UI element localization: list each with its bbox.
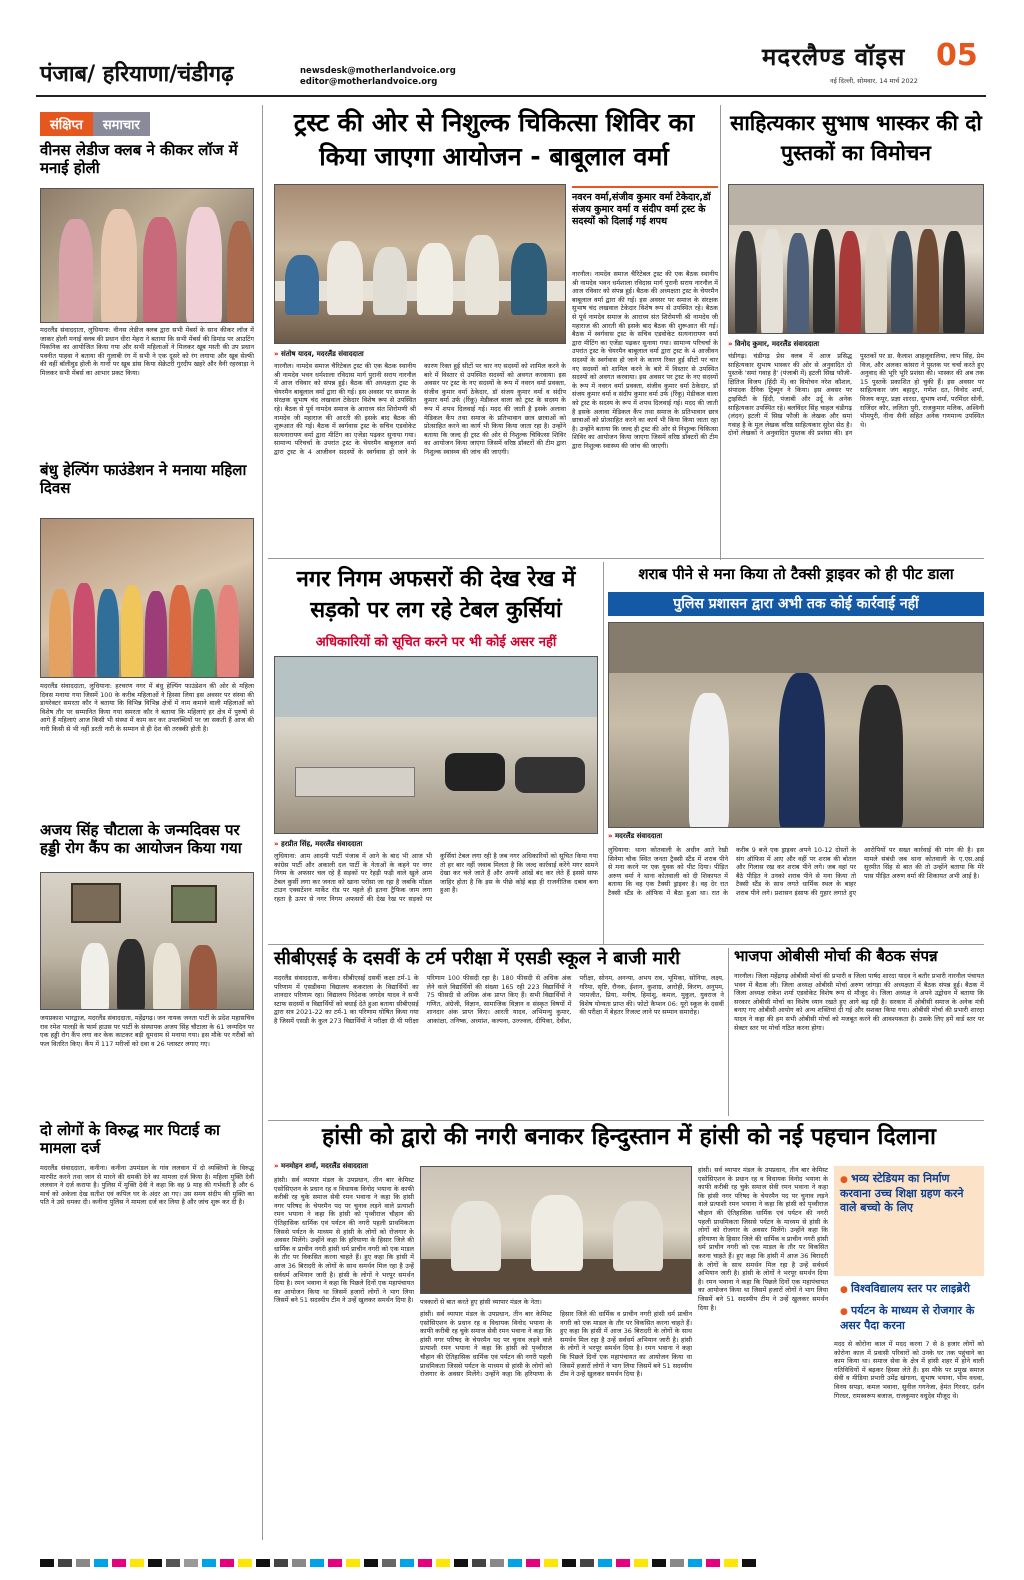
column-divider: [728, 948, 729, 1116]
column-divider: [720, 105, 721, 560]
sidebox-text: मदद से कोरोना काल में मदद करना 7 से 8 हजार लोगों को कोरोना काल में प्रवासी परिवारों को उनके घर तक पहुंचाने का काम किया था। समाज सेवा के क्षेत्र में हांसी शहर में होने वाली गतिविधियों में बढ़कर हिस्सा लेते हैं। इस मौके पर प्रमुख समाज सेवी व मीडिया प्रभारी उमेंद्र खंगाना, सुभाष भयाना, भीम वधवा, विनय सपड़ा, कमल भवाना, सुनील गगनेजा, हेमंत गिरधर, दर्शन गिरधर, रामस्वरूप बजाज, राजकुमार वधुदेव मौजूद थे।: [834, 1340, 984, 1400]
section-rule: [268, 558, 984, 559]
lead-title: ट्रस्ट की ओर से निशुल्क चिकित्सा शिविर का किया जाएगा आयोजन - बाबूलाल वर्मा: [293, 108, 695, 171]
hansi-text-col1: हांसी। सर्व व्यापार मंडल के उपप्रधान, तीन बार केमिस्ट एसोसिएशन के प्रधान रह व विधायक विनोद भयाना के काफी करीबी रह चुके समाज सेवी रमन भवाना ने कहा कि हांसी नगर परिषद के चेयरमैन पद पर चुनाव लड़ने वाले प्रत्याशी रमन भयाना ने कहा कि हांसी को पृथ्वीराज चौहान की ऐतिहासिक धार्मिक एवं पर्यटन की नगरी पहली प्राथमिकता जिससे पर्यटन के माध्यम से हांसी के लोगों को रोजगार के अवसर मिलेंगे। उन्होंने कहा कि हरियाणा के हिसार जिले की धार्मिक व प्राचीन नगरी हांसी धर्म प्राचीन नगरी को एक माडल के तौर पर विकसित करना चाहते हैं। हुए कहा कि हांसी में आज 36 बिरादरी के लोगों के साथ समर्थन मिल रहा है उन्हें सर्वधर्म अभियान जारी है। हांसी के लोगों ने भरपूर समर्थन दिया है। रमन भवाना ने कहा कि पिछले दिनों एक महापंचायत का आयोजन किया था जिसमें हजारों लोगों ने भाग लिया जिसमें बने 51 सदस्यीय टीम ने उन्हें खुलकर समर्थन दिया है।: [274, 1176, 414, 1305]
sidebox-point-1: ● भव्य स्टेडियम का निर्माण करवाना उच्च शिक्षा ग्रहण करने वाले बच्चो के लिए: [840, 1172, 978, 1215]
hansi-photo: [420, 1166, 692, 1294]
taxi-photo: [608, 622, 984, 828]
hansi-title: हांसी को द्वारो की नगरी बनाकर हिन्दुस्तान में हांसी को नई पहचान दिलाना: [322, 1124, 936, 1150]
chairs-title: नगर निगम अफसरों की देख रेख में सड़को पर लग रहे टेबल कुर्सियां: [296, 567, 576, 623]
bjp-text: नारनौल। जिला महेंद्रगढ़ ओबीसी मोर्चा की प्रभारी व जिला पार्षद शारदा यादव ने बतौर प्रभारी नारनौल पंचायत भवन में बैठक ली। जिला अध्यक्ष ओबीसी मोर्चा अरुण जांगड़ा की अध्यक्षता में बैठक संपन्न हुई। बैठक में जिला अध्यक्ष राकेश शर्मा एडवोकेट विशेष रूप से मौजूद थे। जिला अध्यक्ष ने अपने उद्बोधन में बताया कि सरकार ओबीसी मोर्चा का विशेष ध्यान रखते हुए आगे बढ़ रही है। सरकार में ओबीसी समाज के अनेक मंत्री बनाए गए ओबीसी आयोग को अन्य शक्तियां दी गई और सशक्त किया गया। ओबीसी मोर्चा की प्रभारी शारदा यादव ने कहा की हम सभी ओबीसी मोर्चा को मजबूत करने की आवश्यकता है। उसके लिए हमें वार्ड स्तर पर सेक्टर स्तर पर मोर्चा गठित करना होगा।: [734, 972, 984, 1032]
lead-byline: » संतोष यादव, मदरलैंड संवाददाता: [274, 350, 364, 359]
page-number: 05: [936, 38, 978, 73]
cbse-title: सीबीएसई के दसवीं के टर्म परीक्षा में एसडी स्कूल ने बाजी मारी: [274, 948, 680, 969]
brief-tag: [40, 112, 150, 136]
lead-text-col3: नारनौल। नामदेव समाज चैरिटेबल ट्रस्ट की एक बैठक स्थानीय श्री नामदेव भवन धर्मशाला रविदास मार्ग पुरानी सराय नारनौल में आज रविवार को संपन्न हुई। बैठक की अध्यक्षता ट्रस्ट के चेयरमैन बाबूलाल वर्मा द्वारा की गई। इस अवसर पर समाज के संरक्षक सुभाष चंद लखवाल टेकेदार विशेष रूप से उपस्थित रहे। बैठक से पूर्व नामदेव समाज के आराध्य संत शिरोमणी श्री नामदेव जी महाराज की आरती की इसके बाद बैठक की शुरूआत की गई। बैठक में स्वर्गवास ट्रस्ट के सचिव एडवोकेट सत्यनारायण वर्मा द्वारा मीटिंग का एजेंडा पढ़कर सुनाया गया। सामान्य परिचर्चा के उपरांत ट्रस्ट के चेयरमैन बाबूलाल वर्मा द्वारा ट्रस्ट के 4 आजीवन सदस्यों के स्वर्गवास हो जाने के कारण रिक्त हुई सीटों पर चार नए सदस्यों को शामिल करने के बारे में विस्तार से उपस्थित सदस्यों को अवगत करवाया। इस अवसर पर ट्रस्ट के नए सदस्यों के रूप में नवरन वर्मा प्रवक्ता, संजीव कुमार वर्मा ठेकेदार, डॉ संजय कुमार वर्मा व संदीप कुमार वर्मा उर्फ (रिंकू) मेडीकल वाला को ट्रस्ट के सदस्य के रूप में शपथ दिलवाई गई। मदद की जाती है इसके अलावा मेडिकल कैंप तथा समाज के प्रतिभावान छात्र छात्राओं को प्रोत्साहित करने का कार्य भी किया किया जाता रहा है। उन्होंने बताया कि जल्द ही ट्रस्ट की ओर से निशुल्क चिकित्सा शिविर का आयोजन किया जाएगा जिसमें वरिष्ठ डॉक्टरों की टीम द्वारा निशुल्क स्वास्थ्य की जांच की जाएगी।: [572, 270, 718, 450]
lead-caption-box: [572, 186, 718, 266]
sidebox-point-2: ● विश्वविद्यालय स्तर पर लाइब्रेरी: [840, 1282, 984, 1297]
brief-tag-1: संक्षिप्त: [40, 112, 93, 136]
brief-2-photo: [40, 518, 254, 678]
hansi-text: हांसी। सर्व व्यापार मंडल के उपप्रधान, तीन बार केमिस्ट एसोसिएशन के प्रधान रह व विधायक विनोद भयाना के काफी करीबी रह चुके समाज सेवी रमन भवाना ने कहा कि हांसी नगर परिषद के चेयरमैन पद पर चुनाव लड़ने वाले प्रत्याशी रमन भयाना ने कहा कि हांसी को पृथ्वीराज चौहान की ऐतिहासिक धार्मिक एवं पर्यटन की नगरी पहली प्राथमिकता जिससे पर्यटन के माध्यम से हांसी के लोगों को रोजगार के अवसर मिलेंगे। उन्होंने कहा कि हरियाणा के हिसार जिले की धार्मिक व प्राचीन नगरी हांसी धर्म प्राचीन नगरी को एक माडल के तौर पर विकसित करना चाहते हैं। हुए कहा कि हांसी में आज 36 बिरादरी के लोगों के साथ समर्थन मिल रहा है उन्हें सर्वधर्म अभियान जारी है। हांसी के लोगों ने भरपूर समर्थन दिया है। रमन भवाना ने कहा कि पिछले दिनों एक महापंचायत का आयोजन किया था जिसमें हजारों लोगों ने भाग लिया जिसमें बने 51 सदस्यीय टीम ने उन्हें खुलकर समर्थन दिया है।: [420, 1310, 692, 1379]
column-divider: [262, 105, 263, 1540]
taxi-byline: » मदरलैंड संवाददाता: [608, 832, 662, 841]
books-photo: [728, 184, 984, 334]
brief-4-text: मदरलैंड संवाददाता, कनीना। कनीना उपमंडल के गांव ललवान में दो व्यक्तियों के विरुद्ध मारपीट करने तथा जान से मारने की धमकी देने का मामला दर्ज किया है। महिला मुक्ति देवी ललवान ने दर्ज कराया है। पुलिस में मुक्ति देवी ने कहा कि वह 9 माह की गर्भवती है और 6 मार्च को अकेला देख सतीश एवं कपिल घर के अंदर आ गए। उस समय संदीप की मुक्ति का पति ने उसे धमका दी। कनीना पुलिस ने मामला दर्ज कर लिया है और जांच शुरू कर दी है।: [40, 1164, 254, 1207]
brief-3-photo: [40, 872, 254, 1010]
brief-4-title: दो लोगों के विरुद्ध मार पिटाई का मामला दर्ज: [40, 1121, 220, 1157]
brief-1-text: मदरलैंड संवाददाता, लुधियाना: वीनस लेडीज क्लब द्वारा सभी मेंबर्स के साथ कीकर लॉज में जाकर होली मनाई क्लब की प्रधान धीरा मेहरा ने बताया कि सभी मेंबर्स की डिमांड पर आउटिंग पिकनिक का आयोजित किया गया और सभी महिलाओं ने मिलकर खूब मस्ती की उप प्रधान पवनीत पाहवा ने बताया की गुलाबी रंग में सभी ने एक दूसरे को रंग लगाया और खूब सेल्फी की वहीं बॉलीवुड होली के गानों पर खूब डांस किया सेक्रेटरी गुरदीप खहरे और वैनी रहरवाड़ा ने मिलकर सभी मेंबर्स का आभार प्रकट किया।: [40, 326, 254, 377]
brief-2-text: मदरलैंड संवाददाता, लुधियाना: हरचरण नगर में बंधु हेल्पिंग फाउंडेशन की ओर से महिला दिवस मनाया गया जिसमें 100 के करीब महिलाओं ने हिस्सा लिया इस अवसर पर संस्था की डायरेक्टर समरता कौर ने बताया कि विभिन्न विभिन्न क्षेत्रों में नाम कमाने वाली महिलाओं को विशेष तौर पर सम्मानित किया गया समरता कौर ने बताया कि महिलाएं हर क्षेत्र में पुरुषों से आगे हैं महिलाएं आज किसी भी संस्था में काम कर कर उपलब्धियों पर जा सकती हैं आज की नारी किसी से भी नहीं डरती नारी के सम्मान से ही देश की तरक्की होती है।: [40, 682, 254, 733]
brief-1-photo: [40, 188, 254, 323]
brief-tag-2: समाचार: [93, 112, 150, 136]
email-editor[interactable]: editor@motherlandvoice.org: [300, 77, 438, 87]
taxi-text: लुधियाना: थाना कोतवाली के अधीन आते रेखी सिनेमा चौक स्थित जनता ट्रैक्सी स्टैंड में शराब पीने से मना करने पर एक युवक को पीट दिया। पीड़ित अरुण वर्मा ने थाना कोतवाली को दी शिकायत में बताया कि वह एक टैक्सी ड्राइवर है। वह देर रात टैक्सी स्टैंड के ऑफिस में बैठा हुआ था। रात के करीब 9 बजे एक ड्राइवर अपने 10-12 दोस्तों के संग ऑफिस में आए और वहीं पर शराब की बोतल और गिलास रख कर शराब पीने लगे। जब वहां पर बैठे पीड़ित ने उनको शराब पीने से मना किया तो टैक्सी स्टैंड के साथ लगते धार्मिक स्थल के बाहर शराब पीने लगे। प्रशासन इंसाफ की गुहार लगाते हुए आरोपियों पर सख्त कार्रवाई की मांग की है। इस मामले संबंधी जब थाना कोतवाली के ए.एस.आई सुरमीत सिंह से बात की तो उन्होंने बताया कि मेरे पास पीड़ित अरुण वर्मा की शिकायत अभी आई है।: [608, 846, 984, 897]
taxi-subtitle: पुलिस प्रशासन द्वारा अभी तक कोई कार्रवाई नहीं: [608, 592, 984, 616]
section-rule: [268, 944, 984, 945]
chairs-byline: » हरप्रीत सिंह, मदरलैंड संवाददाता: [274, 840, 362, 849]
bjp-title: भाजपा ओबीसी मोर्चा की बैठक संपन्न: [734, 947, 938, 965]
cbse-text: मदरलैंड संवाददाता, कनीना। सीबीएसई दसवीं कक्षा टर्म-1 के परिणाम में एसडीवमा विद्यालय ककराला के विद्यार्थियों का शानदार परिणाम रहा। विद्यालय निदेशक जगदेव यादव ने सभी स्टाफ सदस्यों व विद्यार्थियों को बधाई देते हुआ बताया सीबीएसई द्वारा सत्र 2021-22 का टर्म-1 का परिणाम घोषित किया गया है जिसमें एसडी के कुल 273 विद्यार्थियों ने परीक्षा दी थी परीक्षा परिणाम 100 फीसदी रहा है। 180 फीसदी से अधिक अंक लेने वाले विद्यार्थियों की संख्या 165 रही 223 विद्यार्थियों ने 75 फीसदी से अधिक अंक प्राप्त किए हैं। सभी विद्यार्थियों ने गणित, अंग्रेजी, विज्ञान, सामाजिक विज्ञान व संस्कृत विषयों में शानदार अंक प्राप्त किए। आरती यादव, अभिमन्यु कुमार, आकांक्षा, तनिष्क, अध्यांश, कल्पना, उज्ज्वल, दीपिका, देवीश, परीक्षा, सोनम, अनन्या, अभय राव, भूमिका, सोनिया, लक्ष्य, गरिमा, सृष्टि, रौनक, ईशान, कुशाग्र, आरोही, किरण, अनुपम, परमजीत, प्रिया, मनीष, हिमांशु, कमल, मुकुल, युवराज ने विशेष योग्यता प्राप्त की। फोटो कैप्शन 06: यूरो स्कूल के दसवीं की परीक्षा में बेहतर रिजल्ट लाने पर सम्मान समारोह।: [274, 974, 724, 1025]
books-title: साहित्यकार सुभाष भास्कर की दो पुस्तकों का विमोचन: [730, 111, 982, 165]
chairs-text: लुधियाना: आम आदमी पार्टी पंजाब में आने के बाद भी आज भी कांग्रेस पार्टी और अकाली दल पार्टी के नेताओं के कहने पर नगर निगम के अफसर चल रहे हैं सड़कों पर रेहड़ी फड़ी वाले खुले आम टेबल कुर्सी लगा कर जनता को खाना परोसा जा रहा है जबकि मॉडल टाउन एक्सटेंशन मार्केट रोड पर पहले ही इतना ट्रैफिक जाम लगा रहता है ऊपर से नगर निगम अफसरों की देख रेख पर सड़को पर कुर्सियां टेबल लगा रही है जब नगर अधिकारियों को सूचित किया गया तो हर बार नहीं जवाब मिलता है कि जल्द कार्रवाई करेंगे मगर सामने देखा कर चले जाते हैं और अपनी आंखें बंद कर लेते हैं इससे साफ जाहिर होता है कि इस के पीछे कोई बड़ा ही राजनीतिक दबाव बना हुआ है।: [274, 852, 598, 903]
books-byline: » विनोद कुमार, मदरलैंड संवाददाता: [728, 340, 819, 349]
books-text: चंडीगढ़। चंडीगढ़ प्रेस क्लब में आज प्रसिद्ध साहित्यकार सुभाष भास्कर की ओर से अनुवादित दो पुस्तकें 'समां गवाह है' (पंजाबी में) इटली सिख फौजी- क्षितिज विजय (हिंदी में) का विमोचन नरेश कौशल, संपादक दैनिक ट्रिब्यून ने किया। इस अवसर पर ट्राइसिटी के हिंदी, पंजाबी और उर्दू के अनेक साहित्यकार उपस्थित रहे। बलविंदर सिंह चाहल चंडीगढ़ (लंदन) इटली में सिख फौजी के लेखक और समां गवाह है के मूल लेखक वरिष्ठ साहित्यकार सुरेश सेठ है। दोनों लेखकों ने अनुवादित पुस्तक की प्रशंसा की। इन पुस्तकों पर डा. कैलाश आहलूवालिया, लाभ सिंह, प्रेम विज, और अलका कांसरा ने पुस्तक पर चर्चा करते हुए अनुवाद की भूरि भूरि प्रशंसा की। भास्कर की अब तक 15 पुस्तकें प्रकाशित हो चुकी हैं। इस अवसर पर साहित्यकार जंग बहादुर, गणेश दत, विनोद शर्मा, विजय कपूर, प्रज्ञा शारदा, सुभाष शर्मा, परमिंदर सोनी, राजिंदर कौर, ललिता पुरी, राजकुमार मलिक, अश्विनी भीमपुरी, नीना सैनी सहित अनेक गणमान्य उपस्थित थे।: [728, 352, 984, 438]
registration-bar: [40, 1552, 980, 1571]
hansi-sidebox: [834, 1166, 984, 1276]
taxi-title: शराब पीने से मना किया तो टैक्सी ड्राइवर को ही पीट डाला: [638, 565, 954, 583]
masthead-brand: मदरलैण्ड वॉइस: [762, 42, 906, 71]
issue-date: नई दिल्ली, सोमवार, 14 मार्च 2022: [830, 77, 918, 85]
lead-caption: नवरन वर्मा,संजीव कुमार वर्मा टेकेदार,डॉ संजय कुमार वर्मा व संदीप वर्मा ट्रस्ट के सदस्यों को दिलाई गई शपथ: [572, 192, 711, 227]
contact-emails: [300, 66, 456, 88]
lead-photo: [274, 184, 566, 344]
sidebox-point-3: ● पर्यटन के माध्यम से रोजगार के असर पैदा करना: [840, 1304, 984, 1333]
hansi-caption: पत्रकारों से बात करते हुए हांसी व्यापार मंडल के नेता।: [420, 1298, 542, 1306]
hansi-text-col4: हांसी। सर्व व्यापार मंडल के उपप्रधान, तीन बार केमिस्ट एसोसिएशन के प्रधान रह व विधायक विनोद भयाना के काफी करीबी रह चुके समाज सेवी रमन भवाना ने कहा कि हांसी नगर परिषद के चेयरमैन पद पर चुनाव लड़ने वाले प्रत्याशी रमन भयाना ने कहा कि हांसी को पृथ्वीराज चौहान की ऐतिहासिक धार्मिक एवं पर्यटन की नगरी पहली प्राथमिकता जिससे पर्यटन के माध्यम से हांसी के लोगों को रोजगार के अवसर मिलेंगे। उन्होंने कहा कि हरियाणा के हिसार जिले की धार्मिक व प्राचीन नगरी हांसी धर्म प्राचीन नगरी को एक माडल के तौर पर विकसित करना चाहते हैं। हुए कहा कि हांसी में आज 36 बिरादरी के लोगों के साथ समर्थन मिल रहा है उन्हें सर्वधर्म अभियान जारी है। हांसी के लोगों ने भरपूर समर्थन दिया है। रमन भवाना ने कहा कि पिछले दिनों एक महापंचायत का आयोजन किया था जिसमें हजारों लोगों ने भाग लिया जिसमें बने 51 सदस्यीय टीम ने उन्हें खुलकर समर्थन दिया है।: [698, 1166, 828, 1312]
email-newsdesk[interactable]: newsdesk@motherlandvoice.org: [300, 66, 456, 76]
chairs-photo: [274, 656, 598, 834]
chairs-subtitle: अधिकारियों को सूचित करने पर भी कोई असर नहीं: [315, 635, 557, 650]
brief-2-title: बंधु हेल्पिंग फाउंडेशन ने मनाया महिला दिवस: [40, 461, 247, 497]
brief-1-title: वीनस लेडीज क्लब ने कीकर लॉज में मनाई होली: [40, 141, 238, 177]
section-title: पंजाब/ हरियाणा/चंडीगढ़: [40, 62, 234, 87]
section-rule: [268, 1120, 984, 1121]
column-divider: [603, 562, 604, 944]
hansi-byline: » मनमोहन शर्मा, मदरलैंड संवाददाता: [274, 1162, 368, 1171]
brief-3-title: अजय सिंह चौटाला के जन्मदिवस पर हड्डी रोग कैंप का आयोजन किया गया: [40, 821, 242, 857]
lead-text: नारनौल। नामदेव समाज चैरिटेबल ट्रस्ट की एक बैठक स्थानीय श्री नामदेव भवन धर्मशाला रविदास मार्ग पुरानी सराय नारनौल में आज रविवार को संपन्न हुई। बैठक की अध्यक्षता ट्रस्ट के चेयरमैन बाबूलाल वर्मा द्वारा की गई। इस अवसर पर समाज के संरक्षक सुभाष चंद लखवाल टेकेदार विशेष रूप से उपस्थित रहे। बैठक से पूर्व नामदेव समाज के आराध्य संत शिरोमणी श्री नामदेव जी महाराज की आरती की इसके बाद बैठक की शुरूआत की गई। बैठक में स्वर्गवास ट्रस्ट के सचिव एडवोकेट सत्यनारायण वर्मा द्वारा मीटिंग का एजेंडा पढ़कर सुनाया गया। सामान्य परिचर्चा के उपरांत ट्रस्ट के चेयरमैन बाबूलाल वर्मा द्वारा ट्रस्ट के 4 आजीवन सदस्यों के स्वर्गवास हो जाने के कारण रिक्त हुई सीटों पर चार नए सदस्यों को शामिल करने के बारे में विस्तार से उपस्थित सदस्यों को अवगत करवाया। इस अवसर पर ट्रस्ट के नए सदस्यों के रूप में नवरन वर्मा प्रवक्ता, संजीव कुमार वर्मा ठेकेदार, डॉ संजय कुमार वर्मा व संदीप कुमार वर्मा उर्फ (रिंकू) मेडीकल वाला को ट्रस्ट के सदस्य के रूप में शपथ दिलवाई गई। मदद की जाती है इसके अलावा मेडिकल कैंप तथा समाज के प्रतिभावान छात्र छात्राओं को प्रोत्साहित करने का कार्य भी किया किया जाता रहा है। उन्होंने बताया कि जल्द ही ट्रस्ट की ओर से निशुल्क चिकित्सा शिविर का आयोजन किया जाएगा जिसमें वरिष्ठ डॉक्टरों की टीम द्वारा निशुल्क स्वास्थ्य की जांच की जाएगी।: [274, 362, 566, 456]
header-rule: [36, 95, 986, 97]
brief-3-text: जयप्रकाश भारद्वाज, मदरलैंड संवाददाता, महेंद्रगढ़। जन नायक जनता पार्टी के प्रदेश महासचिव राव रमेश पालड़ी के फार्म हाउस पर पार्टी के संस्थापक अजय सिंह चौटाला के 61 जन्मदिन पर एक हड्डी रोग कैंप लगा कर केक काटकर बड़ी धूमधाम से मनाया गया। इस मौके पर गरीबों को फल वितरित किए। कैंप में 117 मरीजों को दवा व 26 प्लास्टर लगाए गए।: [40, 1014, 254, 1048]
